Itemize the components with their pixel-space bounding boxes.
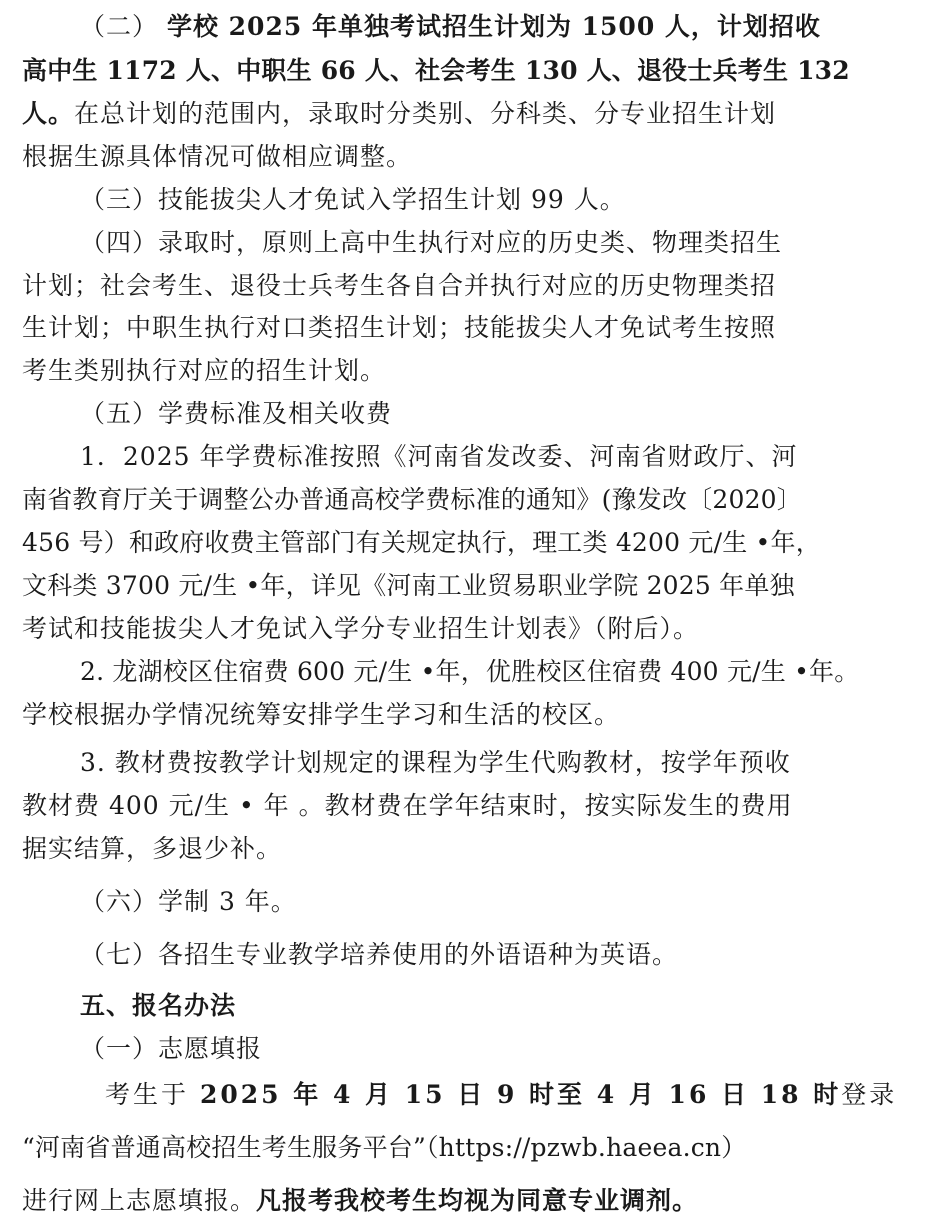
- paragraph-line: 计划；社会考生、退役士兵考生各自合并执行对应的历史物理类招: [22, 271, 777, 300]
- paragraph-line: 2. 龙湖校区住宿费 600 元/生 •年，优胜校区住宿费 400 元/生 •年。: [80, 657, 860, 686]
- paragraph-line: [0, 1186, 854, 1216]
- paragraph-line: 生计划；中职生执行对口类招生计划；技能拔尖人才免试考生按照: [22, 313, 777, 342]
- paragraph-line: （四）录取时，原则上高中生执行对应的历史类、物理类招生: [80, 228, 783, 257]
- paragraph-line: [0, 1080, 937, 1110]
- paragraph-line: （七）各招生专业教学培养使用的外语语种为英语。: [80, 940, 679, 969]
- paragraph-line: （五）学费标准及相关收费: [80, 399, 393, 428]
- body-text: 在总计划的范围内，录取时分类别、分科类、分专业招生计划: [74, 99, 777, 128]
- subsection-heading: （一）志愿填报: [80, 1034, 263, 1063]
- paragraph-line: 据实结算，多退少补。: [22, 834, 283, 863]
- paragraph-line: （三）技能拔尖人才免试入学招生计划 99 人。: [80, 185, 626, 214]
- bold-text: 人。: [22, 99, 75, 128]
- paragraph-line: 学校根据办学情况统筹安排学生学习和生活的校区。: [22, 700, 621, 729]
- paragraph-line: 456 号）和政府收费主管部门有关规定执行，理工类 4200 元/生 •年，: [22, 528, 821, 557]
- paragraph-line: 教材费 400 元/生 • 年 。教材费在学年结束时，按实际发生的费用: [22, 791, 793, 820]
- bold-text: 学校 2025 年单独考试招生计划为 1500 人，计划招收: [166, 12, 821, 41]
- body-text: 进行网上志愿填报。: [22, 1186, 257, 1215]
- paragraph-line: （六）学制 3 年。: [80, 887, 297, 916]
- body-text: 登录: [841, 1080, 898, 1109]
- paragraph-line: [0, 99, 854, 129]
- paragraph-line: [0, 12, 912, 42]
- paragraph-line: 南省教育厅关于调整公办普通高校学费标准的通知》(豫发改〔2020〕: [22, 485, 802, 514]
- section-number: （二）: [80, 12, 167, 41]
- section-heading: 五、报名办法: [80, 991, 237, 1020]
- paragraph-line: 高中生 1172 人、中职生 66 人、社会考生 130 人、退役士兵考生 132: [22, 56, 850, 85]
- paragraph-line: 文科类 3700 元/生 •年，详见《河南工业贸易职业学院 2025 年单独: [22, 571, 795, 600]
- paragraph-line: 1．2025 年学费标准按照《河南省发改委、河南省财政厅、河: [80, 442, 798, 471]
- paragraph-line: 3. 教材费按教学计划规定的课程为学生代购教材，按学年预收: [80, 748, 791, 777]
- paragraph-line: 考生类别执行对应的招生计划。: [22, 356, 387, 385]
- bold-text: 2025 年 4 月 15 日 9 时至 4 月 16 日 18 时: [199, 1080, 842, 1109]
- paragraph-line: “河南省普通高校招生考生服务平台”（https://pzwb.haeea.cn）: [22, 1133, 747, 1162]
- bold-text: 凡报考我校考生均视为同意专业调剂。: [256, 1186, 699, 1215]
- body-text: 考生于: [105, 1080, 200, 1109]
- paragraph-line: 根据生源具体情况可做相应调整。: [22, 142, 413, 171]
- paragraph-line: 考试和技能拔尖人才免试入学分专业招生计划表》（附后）。: [22, 614, 700, 643]
